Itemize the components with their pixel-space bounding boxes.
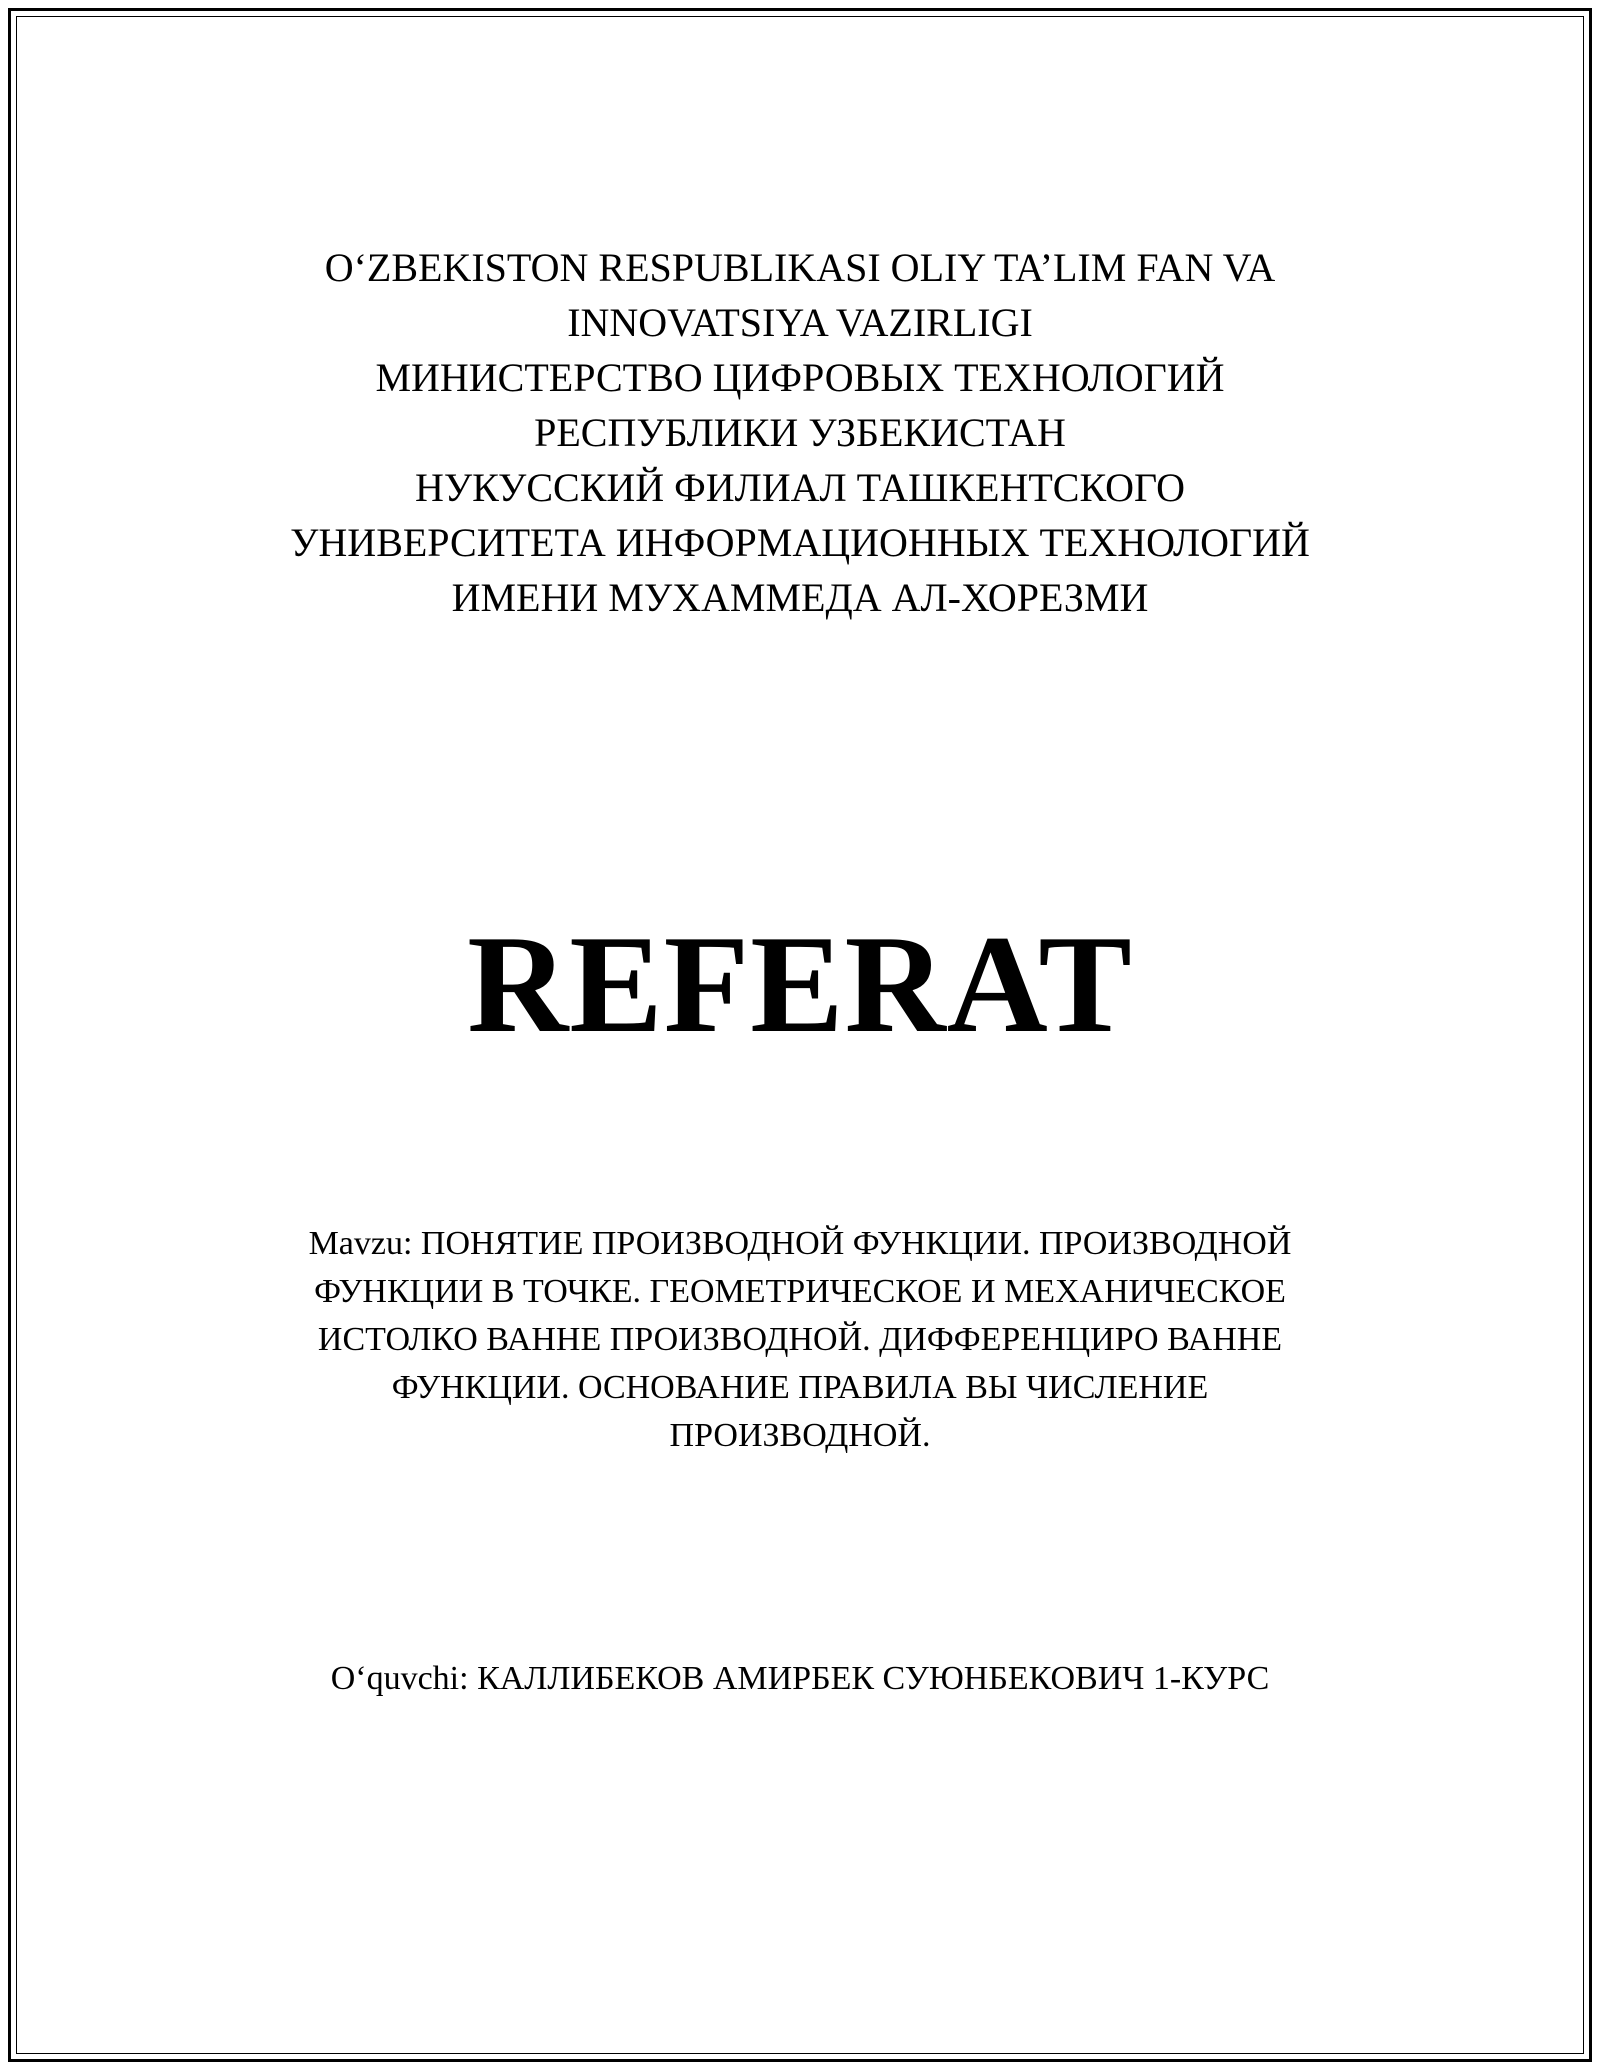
topic-line-1 [220, 1220, 1380, 1268]
header-line-1: O‘ZBEKISTON RESPUBLIKASI OLIY TA’LIM FAN VA [324, 245, 1276, 290]
topic-label: Mavzu: [308, 1225, 421, 1262]
header-line-4: РЕСПУБЛИКИ УЗБЕКИСТАН [534, 410, 1066, 455]
topic-text-1: ПОНЯТИЕ ПРОИЗВОДНОЙ ФУНКЦИИ. ПРОИЗВОДНОЙ [420, 1225, 1292, 1262]
header-line-3: МИНИСТЕРСТВО ЦИФРОВЫХ ТЕХНОЛОГИЙ [375, 355, 1225, 400]
topic-line-2: ФУНКЦИИ В ТОЧКЕ. ГЕОМЕТРИЧЕСКОЕ И МЕХАНИЧЕСКОЕ [314, 1273, 1286, 1310]
student-label: O‘quvchi: [330, 1660, 478, 1697]
topic-line-4: ФУНКЦИИ. ОСНОВАНИЕ ПРАВИЛА ВЫ ЧИСЛЕНИЕ [391, 1369, 1209, 1406]
header-line-2: INNOVATSIYA VAZIRLIGI [567, 300, 1033, 345]
institution-header [200, 240, 1400, 625]
topic-line-5: ПРОИЗВОДНОЙ. [669, 1417, 931, 1454]
topic-block [220, 1220, 1380, 1460]
header-line-5: НУКУССКИЙ ФИЛИАЛ ТАШКЕНТСКОГО [414, 465, 1186, 510]
student-name: КАЛЛИБЕКОВ АМИРБЕК СУЮНБЕКОВИЧ 1-КУРС [477, 1660, 1270, 1697]
header-line-7: ИМЕНИ МУХАММЕДА АЛ-ХОРЕЗМИ [451, 575, 1149, 620]
student-line [200, 1655, 1400, 1703]
document-title: REFERAT [467, 907, 1133, 1062]
topic-line-3: ИСТОЛКО ВАННЕ ПРОИЗВОДНОЙ. ДИФФЕРЕНЦИРО ВАННЕ [317, 1321, 1283, 1358]
header-line-6: УНИВЕРСИТЕТА ИНФОРМАЦИОННЫХ ТЕХНОЛОГИЙ [290, 520, 1310, 565]
